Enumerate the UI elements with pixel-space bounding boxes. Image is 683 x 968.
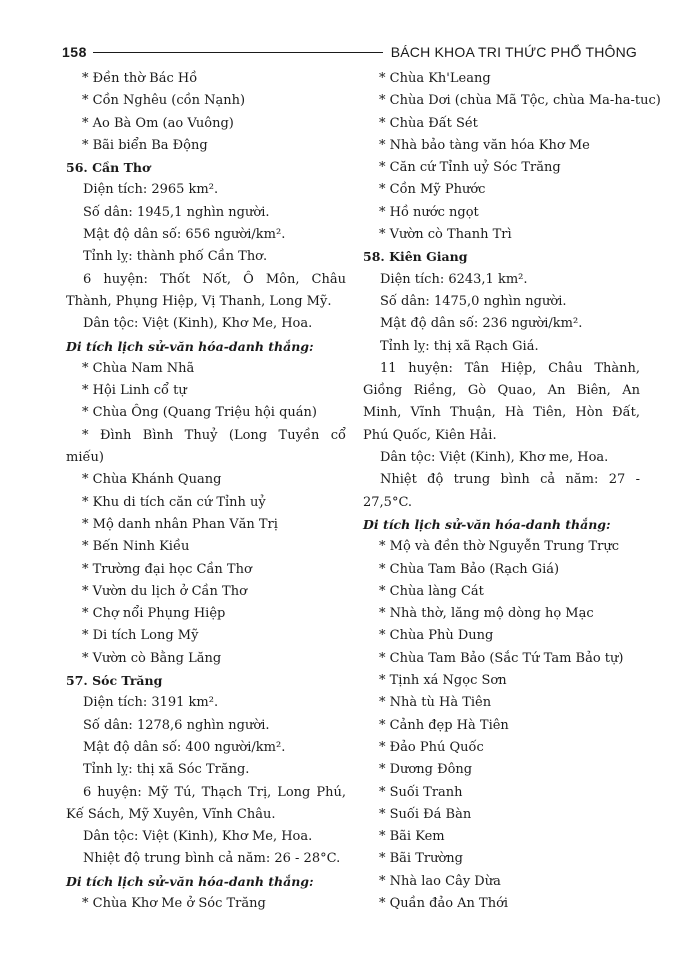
list-item: * Hội Linh cổ tự (82, 383, 187, 399)
paragraph-continuation: Minh, Vĩnh Thuận, Hà Tiên, Hòn Đất, (363, 405, 640, 421)
paragraph-line: Diện tích: 2965 km². (83, 182, 219, 198)
list-item: * Trường đại học Cần Thơ (82, 561, 252, 577)
paragraph-continuation: Kế Sách, Mỹ Xuyên, Vĩnh Châu. (66, 806, 276, 822)
paragraph-continuation: Giồng Riềng, Gò Quao, An Biên, An (363, 383, 640, 399)
list-item: * Bãi Kem (379, 829, 445, 845)
header-rule (93, 52, 383, 53)
page-number: 158 (62, 44, 87, 60)
list-item: * Bãi biển Ba Động (82, 137, 208, 153)
paragraph-line: Dân tộc: Việt (Kinh), Khơ Me, Hoa. (83, 829, 313, 845)
subsection-heading: Di tích lịch sử-văn hóa-danh thắng: (363, 516, 611, 532)
list-item: * Chùa Khơ Me ở Sóc Trăng (82, 895, 266, 911)
right-column (363, 68, 661, 915)
paragraph-line: Mật độ dân số: 400 người/km². (83, 739, 286, 755)
paragraph-line: Diện tích: 3191 km². (83, 695, 219, 711)
list-item: * Căn cứ Tỉnh uỷ Sóc Trăng (379, 160, 561, 176)
list-item: * Bến Ninh Kiều (82, 539, 190, 555)
paragraph-continuation: Thành, Phụng Hiệp, Vị Thanh, Long Mỹ. (66, 293, 332, 309)
list-item: * Suối Tranh (379, 784, 463, 800)
list-item: * Cảnh đẹp Hà Tiên (379, 717, 509, 733)
section-heading: 57. Sóc Trăng (66, 673, 163, 689)
list-item: * Mộ danh nhân Phan Văn Trị (82, 516, 278, 532)
list-item: * Chợ nổi Phụng Hiệp (82, 606, 226, 622)
list-item: * Chùa Tam Bảo (Rạch Giá) (379, 561, 560, 577)
paragraph-line: 6 huyện: Mỹ Tú, Thạch Trị, Long Phú, (83, 784, 346, 800)
list-item: * Chùa làng Cát (379, 583, 484, 599)
list-item: * Nhà bảo tàng văn hóa Khơ Me (379, 137, 590, 153)
paragraph-line: Diện tích: 6243,1 km². (380, 271, 528, 287)
list-item: * Chùa Dơi (chùa Mã Tộc, chùa Ma-ha-tuc) (379, 93, 661, 109)
section-heading: 56. Cần Thơ (66, 160, 151, 176)
paragraph-line: Nhiệt độ trung bình cả năm: 27 - (380, 472, 640, 488)
list-item: * Chùa Khánh Quang (82, 472, 222, 488)
list-item: * Mộ và đền thờ Nguyễn Trung Trực (379, 539, 620, 555)
list-item: * Suối Đá Bàn (379, 806, 472, 822)
list-item: * Chùa Tam Bảo (Sắc Tứ Tam Bảo tự) (379, 650, 624, 666)
list-item: * Vườn cò Thanh Trì (379, 227, 512, 243)
list-item: * Ao Bà Om (ao Vuông) (82, 115, 234, 131)
list-item: * Đảo Phú Quốc (379, 739, 484, 755)
paragraph-line: Tỉnh lỵ: thị xã Sóc Trăng. (83, 762, 250, 778)
list-item: * Chùa Ông (Quang Triệu hội quán) (82, 405, 317, 421)
list-item: * Vườn cò Bằng Lăng (82, 650, 222, 666)
list-item: * Quần đảo An Thới (379, 895, 509, 911)
page-header (62, 42, 637, 62)
paragraph-line: 6 huyện: Thốt Nốt, Ô Môn, Châu (83, 271, 346, 287)
paragraph-continuation: Phú Quốc, Kiên Hải. (363, 427, 497, 443)
section-heading: 58. Kiên Giang (363, 249, 468, 265)
list-item: * Đình Bình Thuỷ (Long Tuyền cổ (82, 427, 346, 443)
paragraph-line: Số dân: 1278,6 nghìn người. (83, 717, 270, 733)
list-item: * Cồn Nghêu (cồn Nạnh) (82, 93, 246, 109)
list-item: * Dương Đông (379, 762, 473, 778)
paragraph-continuation: miếu) (66, 450, 104, 466)
subsection-heading: Di tích lịch sử-văn hóa-danh thắng: (66, 873, 314, 889)
list-item: * Đền thờ Bác Hồ (82, 71, 198, 86)
paragraph-line: Dân tộc: Việt (Kinh), Khơ Me, Hoa. (83, 316, 313, 332)
list-item: * Khu di tích căn cứ Tỉnh uỷ (82, 494, 266, 510)
paragraph-line: Tỉnh lỵ: thành phố Cần Thơ. (83, 249, 268, 265)
paragraph-line: Dân tộc: Việt (Kinh), Khơ me, Hoa. (380, 450, 609, 466)
paragraph-line: Tỉnh lỵ: thị xã Rạch Giá. (380, 338, 539, 354)
list-item: * Chùa Kh'Leang (379, 71, 491, 86)
paragraph-line: Mật độ dân số: 236 người/km². (380, 316, 583, 332)
list-item: * Nhà lao Cây Dừa (379, 873, 501, 889)
list-item: * Tịnh xá Ngọc Sơn (379, 673, 507, 689)
list-item: * Nhà tù Hà Tiên (379, 695, 492, 711)
paragraph-line: Số dân: 1475,0 nghìn người. (380, 293, 567, 309)
list-item: * Vườn du lịch ở Cần Thơ (82, 583, 247, 599)
list-item: * Di tích Long Mỹ (82, 628, 199, 644)
paragraph-continuation: 27,5°C. (363, 494, 413, 510)
paragraph-line: 11 huyện: Tân Hiệp, Châu Thành, (380, 360, 640, 376)
list-item: * Chùa Nam Nhã (82, 360, 195, 376)
list-item: * Hồ nước ngọt (379, 204, 479, 220)
left-column (66, 68, 346, 915)
list-item: * Chùa Đất Sét (379, 115, 478, 131)
list-item: * Chùa Phù Dung (379, 628, 494, 644)
paragraph-line: Mật độ dân số: 656 người/km². (83, 227, 286, 243)
running-title: BÁCH KHOA TRI THỨC PHỔ THÔNG (390, 44, 637, 60)
list-item: * Nhà thờ, lăng mộ dòng họ Mạc (379, 606, 594, 622)
list-item: * Cồn Mỹ Phước (379, 182, 486, 198)
paragraph-line: Số dân: 1945,1 nghìn người. (83, 204, 270, 220)
list-item: * Bãi Trường (379, 851, 464, 867)
subsection-heading: Di tích lịch sử-văn hóa-danh thắng: (66, 338, 314, 354)
paragraph-line: Nhiệt độ trung bình cả năm: 26 - 28°C. (83, 851, 341, 867)
